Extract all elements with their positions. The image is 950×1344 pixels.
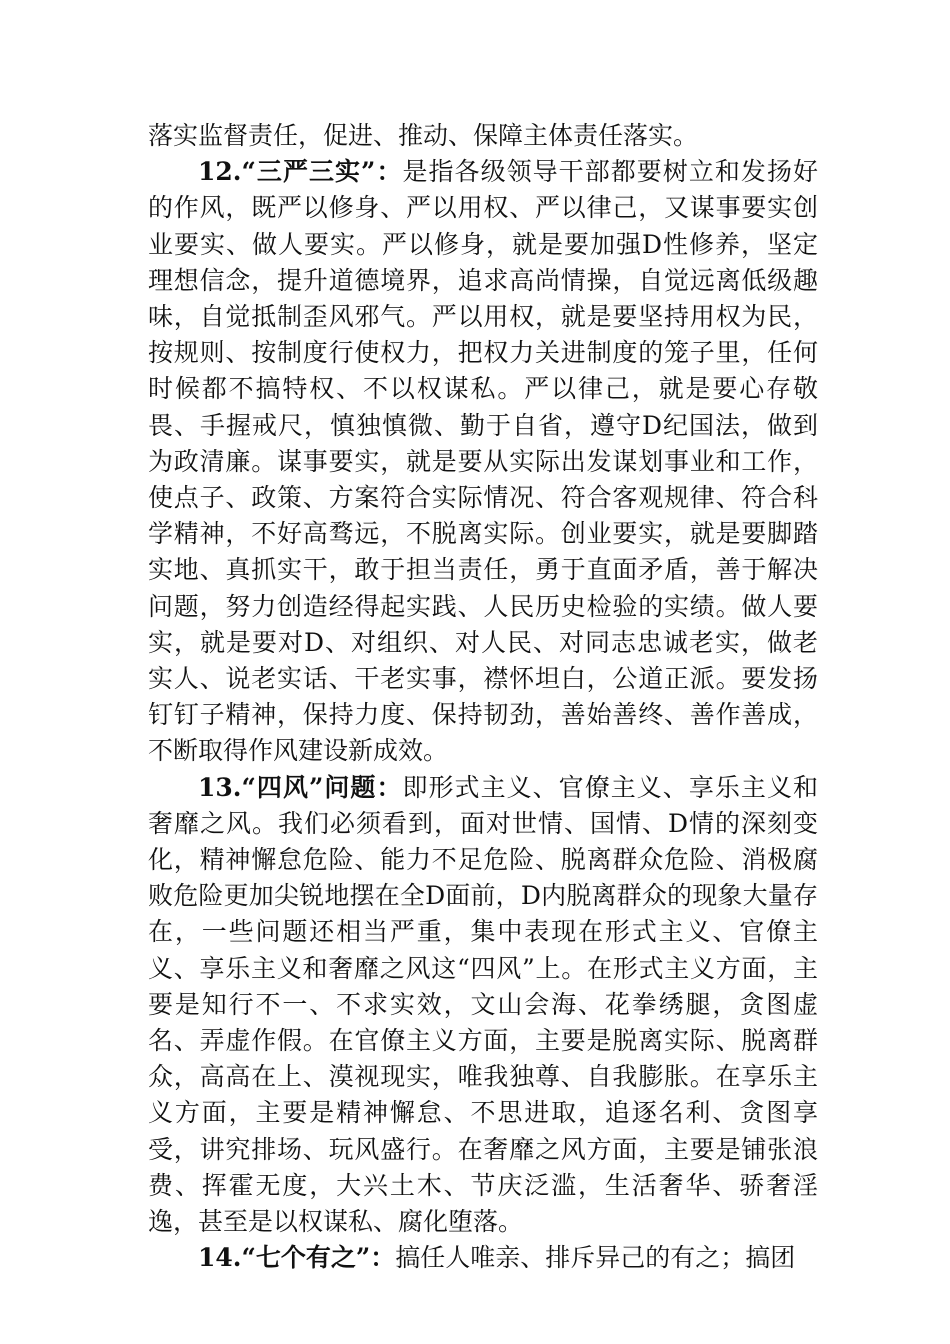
document-body xyxy=(148,118,818,1277)
paragraph-text: 即形式主义、官僚主义、享乐主义和奢靡之风。我们必须看到，面对世情、国情、D情的深刻变化，精神懈怠危险、能力不足危险、脱离群众危险、消极腐败危险更加尖锐地摆在全D面前，D内脱离群众的现象大量存在，一些问题还相当严重，集中表现在形式主义、官僚主义、享乐主义和奢靡之风这“四风”上。在形式主义方面，主要是知行不一、不求实效，文山会海、花拳绣腿，贪图虚名、弄虚作假。在官僚主义方面，主要是脱离实际、脱离群众，高高在上、漠视现实，唯我独尊、自我膨胀。在享乐主义方面，主要是精神懈怠、不思进取，追逐名利、贪图享受，讲究排场、玩风盛行。在奢靡之风方面，主要是铺张浪费、挥霍无度，大兴土木、节庆泛滥，生活奢华、骄奢淫逸，甚至是以权谋私、腐化堕落。 xyxy=(148,772,818,1237)
paragraph-text: 落实监督责任，促进、推动、保障主体责任落实。 xyxy=(148,121,699,150)
paragraph-term: 14.“七个有之”： xyxy=(198,1243,396,1273)
paragraph-si-feng xyxy=(148,770,818,1241)
paragraph-term: 13.“四风”问题： xyxy=(198,772,403,802)
paragraph-qi-ge-you-zhi xyxy=(148,1240,818,1276)
paragraph-continuation xyxy=(148,118,818,154)
paragraph-san-yan-san-shi xyxy=(148,154,818,769)
paragraph-text: 是指各级领导干部都要树立和发扬好的作风，既严以修身、严以用权、严以律己，又谋事要实创业要实、做人要实。严以修身，就是要加强D性修养，坚定理想信念，提升道德境界，追求高尚情操，自觉远离低级趣味，自觉抵制歪风邪气。严以用权，就是要坚持用权为民，按规则、按制度行使权力，把权力关进制度的笼子里，任何时候都不搞特权、不以权谋私。严以律己，就是要心存敬畏、手握戒尺，慎独慎微、勤于自省，遵守D纪国法，做到为政清廉。谋事要实，就是要从实际出发谋划事业和工作，使点子、政策、方案符合实际情况、符合客观规律、符合科学精神，不好高骛远，不脱离实际。创业要实，就是要脚踏实地、真抓实干，敢于担当责任，勇于直面矛盾，善于解决问题，努力创造经得起实践、人民历史检验的实绩。做人要实，就是要对D、对组织、对人民、对同志忠诚老实，做老实人、说老实话、干老实事，襟怀坦白，公道正派。要发扬钉钉子精神，保持力度、保持韧劲，善始善终、善作善成，不断取得作风建设新成效。 xyxy=(148,157,818,766)
paragraph-term: 12.“三严三实”： xyxy=(198,157,403,187)
paragraph-text: 搞任人唯亲、排斥异己的有之；搞团 xyxy=(395,1243,796,1273)
